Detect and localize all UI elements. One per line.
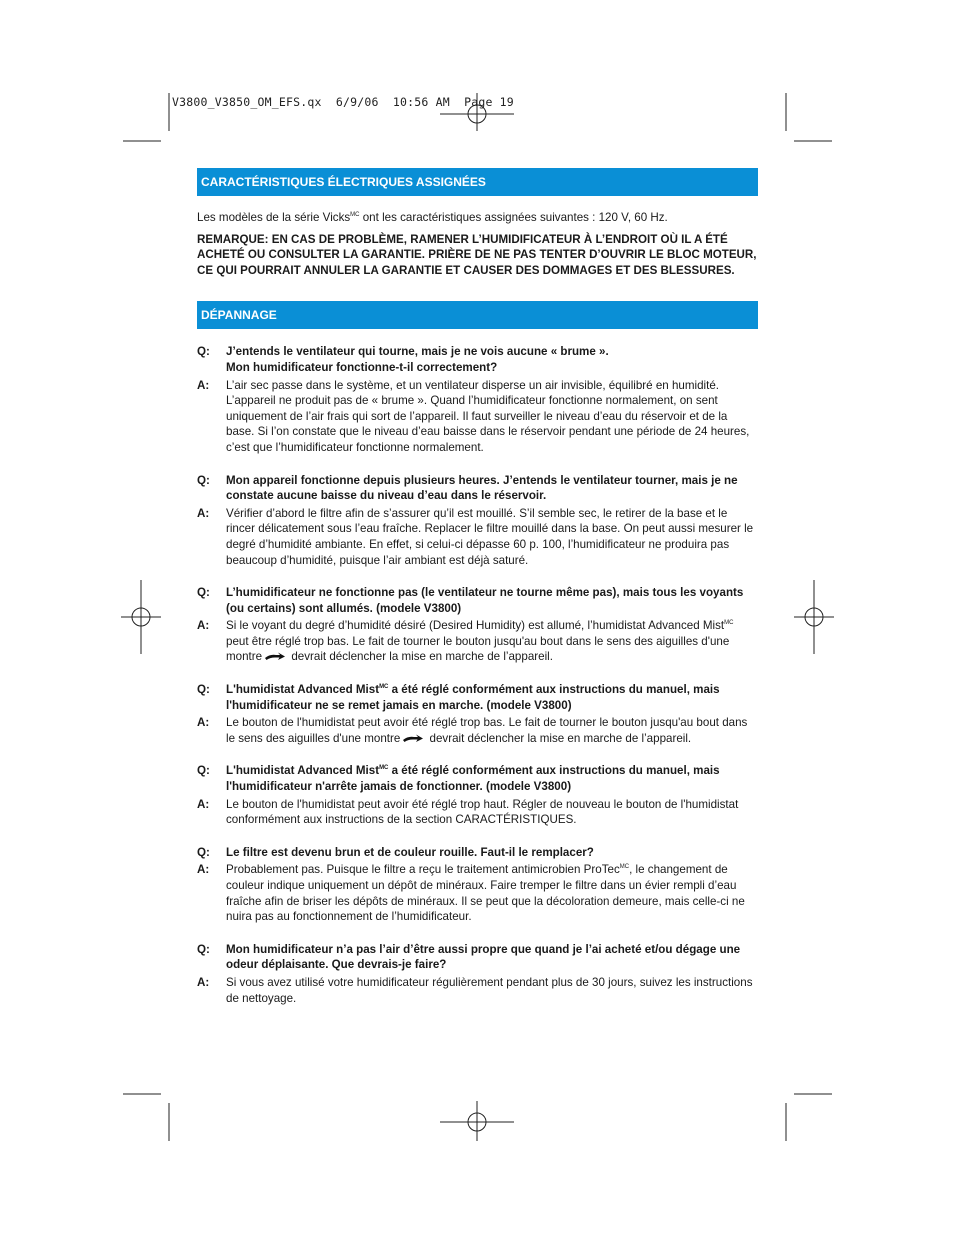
registration-mark-right (794, 580, 834, 654)
qa-item (197, 942, 758, 1006)
question-segment: L'humidistat Advanced Mist (226, 683, 380, 697)
answer-row (197, 715, 758, 746)
answer-segment: , le changement de couleur indique uniquement un dépôt de minéraux. Faire tremper le filtre dans un évier rempli d’eau fraîche afin de briser les dépôts de minéraux. Il se peut que la décoloration demeure, mais celle-ci ne nuira pas au fonctionnement de l’humidificateur. (226, 863, 745, 924)
question-label: Q: (197, 942, 210, 956)
question-segment: a été réglé conformément aux instructions du manuel, mais l'humidificateur ne se remet jamais en marche. (modele V3800) (226, 683, 720, 712)
clockwise-arrow-icon (264, 651, 286, 661)
print-slug-line: V3800_V3850_OM_EFS.qx 6/9/06 10:56 AM Page 19 (172, 95, 514, 109)
answer-label: A: (197, 863, 210, 877)
question-label: Q: (197, 764, 210, 778)
answer-text: L’air sec passe dans le système, et un ventilateur disperse un air invisible, équilibré en humidité. L’appareil ne produit pas de « brume ». Quand l’humidificateur fonctionne normalement, on sent uniquement de l’air frais qui sort de l’appareil. Il faut surveiller le niveau d’eau du réservoir et de la base. Si l’on constate que le niveau d’eau baisse dans le réservoir pendant une période de 24 heures, c’est que l’humidificateur fonctionne normalement. (226, 378, 750, 454)
registration-mark-left (121, 580, 161, 654)
question-row (197, 942, 758, 973)
question-row (197, 344, 758, 375)
answer-segment: Le bouton de l'humidistat peut avoir été réglé trop bas. Le fait de tourner le bouton jusqu'au bout dans le sens des aiguilles d'une montre (226, 716, 748, 745)
qa-item (197, 763, 758, 827)
question-text (226, 763, 758, 794)
question-text: Mon appareil fonctionne depuis plusieurs heures. J’entends le ventilateur tourner, mais je ne constate aucune baisse du niveau d’eau dans le réservoir. (226, 473, 738, 503)
answer-label: A: (197, 506, 210, 520)
question-label: Q: (197, 586, 210, 600)
question-segment: L'humidistat Advanced Mist (226, 764, 380, 778)
qa-item (197, 585, 758, 665)
answer-text (226, 862, 758, 924)
qa-item (197, 845, 758, 925)
answer-segment: Si le voyant du degré d’humidité désiré (Desired Humidity) est allumé, l’humidistat Advanced Mist (226, 619, 725, 633)
answer-row (197, 975, 758, 1006)
trademark-sup: MC (619, 864, 630, 871)
answer-label: A: (197, 716, 210, 730)
answer-text: Vérifier d’abord le filtre afin de s’assurer qu’il est mouillé. S’il semble sec, le retirer de la base et le rincer délicatement sous l’eau fraîche. Replacer le filtre mouillé dans la base. On peut aussi mesurer le degré d’humidité ambiante. En effet, si celui-ci dépasse 60 p. 100, l’humidificateur ne produira pas beaucoup d’humidité, puisque l’air ambiant est déjà saturé. (226, 506, 754, 567)
question-text: Le filtre est devenu brun et de couleur rouille. Faut-il le remplacer? (226, 845, 594, 859)
question-text (226, 344, 758, 375)
answer-text (226, 618, 758, 665)
question-line: Mon humidificateur fonctionne-t-il correctement? (226, 360, 498, 374)
question-row (197, 845, 758, 861)
page-content (197, 168, 758, 1023)
question-label: Q: (197, 845, 210, 859)
intro-text: ont les caractéristiques assignées suivantes : 120 V, 60 Hz. (359, 211, 668, 224)
question-row (197, 763, 758, 794)
electrical-intro (197, 210, 758, 226)
answer-label: A: (197, 619, 210, 633)
answer-label: A: (197, 378, 210, 392)
section-header-troubleshooting: DÉPANNAGE (197, 301, 758, 329)
question-line: J’entends le ventilateur qui tourne, mais je ne vois aucune « brume ». (226, 345, 609, 359)
answer-text (226, 715, 758, 746)
answer-row (197, 862, 758, 924)
trademark-sup: MC (350, 212, 360, 218)
answer-label: A: (197, 797, 210, 811)
question-text: Mon humidificateur n’a pas l’air d’être aussi propre que quand je l’ai acheté et/ou dégage une odeur déplaisante. Que devrais-je faire? (226, 942, 741, 972)
registration-mark-bottom (440, 1101, 514, 1141)
answer-segment: devrait déclencher la mise en marche de l’appareil. (288, 650, 553, 664)
trademark-sup: MC (724, 620, 734, 627)
answer-row (197, 378, 758, 456)
answer-label: A: (197, 975, 210, 989)
question-label: Q: (197, 473, 210, 487)
question-segment: a été réglé conformément aux instructions du manuel, mais l'humidificateur n'arrête jamais de fonctionner. (modele V3800) (226, 764, 720, 794)
question-row (197, 473, 758, 504)
electrical-remark: REMARQUE: EN CAS DE PROBLÈME, RAMENER L’HUMIDIFICATEUR À L’ENDROIT OÙ IL A ÉTÉ ACHETÉ OU CONSULTER LA GARANTIE. PRIÈRE DE NE PAS TENTER D’OUVRIR LE BLOC MOTEUR, CE QUI POURRAIT ANNULER LA GARANTIE ET CAUSER DES DOMMAGES ET DES BLESSURES. (197, 232, 757, 277)
qa-item (197, 473, 758, 569)
section-header-electrical: CARACTÉRISTIQUES ÉLECTRIQUES ASSIGNÉES (197, 168, 758, 196)
answer-segment: peut être réglé trop bas. Le fait de tourner le bouton jusqu'au bout dans le sens des aiguilles d'une montre (226, 634, 730, 664)
trademark-sup: MC (379, 765, 389, 772)
question-row (197, 682, 758, 713)
answer-row (197, 506, 758, 568)
question-row (197, 585, 758, 616)
question-text: L’humidificateur ne fonctionne pas (le ventilateur ne tourne même pas), mais tous les voyants (ou certains) sont allumés. (modele V3800) (226, 586, 744, 615)
question-label: Q: (197, 345, 210, 359)
answer-segment: devrait déclencher la mise en marche de l’appareil. (426, 731, 692, 745)
answer-text: Le bouton de l'humidistat peut avoir été réglé trop haut. Régler de nouveau le bouton de l'humidistat conformément aux instructions de la section CARACTÉRISTIQUES. (226, 797, 739, 827)
answer-row (197, 797, 758, 828)
intro-text: Les modèles de la série Vicks (197, 211, 351, 224)
question-label: Q: (197, 683, 210, 697)
question-text (226, 682, 758, 713)
answer-text: Si vous avez utilisé votre humidificateur régulièrement pendant plus de 30 jours, suivez les instructions de nettoyage. (226, 975, 753, 1005)
qa-list (197, 344, 758, 1006)
answer-segment: Probablement pas. Puisque le filtre a reçu le traitement antimicrobien ProTec (226, 863, 620, 877)
answer-row (197, 618, 758, 665)
qa-item (197, 344, 758, 455)
trademark-sup: MC (379, 684, 389, 691)
qa-item (197, 682, 758, 746)
clockwise-arrow-icon (402, 733, 424, 743)
